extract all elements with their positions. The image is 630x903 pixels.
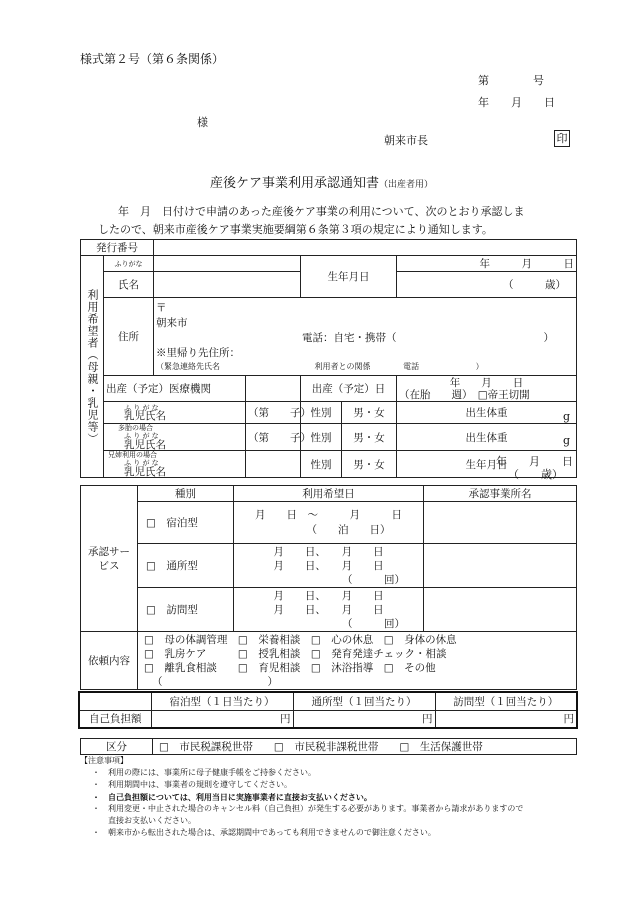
- document-title: 産後ケア事業利用承認通知書（出産者用）: [210, 176, 434, 191]
- form-number: 様式第２号（第６条関係）: [80, 52, 225, 66]
- request-options[interactable]: □ 母の体調管理 □ 栄養相談 □ 心の休息 □ 身体の休息 □ 乳房ケア □ 授乳相談 □ 発育発達チェック・相談 □ 離乳食相談 □ 育児相談 □ 沐浴指導 □ その他 （ ）: [138, 632, 577, 690]
- type-header: 種別: [138, 486, 234, 502]
- sex-value-2[interactable]: 男・女: [342, 424, 397, 451]
- applicant-section: 利用希望者（母親・乳児等）: [81, 256, 104, 478]
- sex-label-3: 性別: [301, 451, 342, 478]
- birth-weight-label-2: 出生体重: [397, 424, 577, 451]
- birth-institution-field[interactable]: [246, 376, 301, 402]
- furigana-label: ふりがな: [104, 256, 154, 272]
- service-table: [80, 485, 577, 690]
- visit-dates[interactable]: 月 日、 月 日 月 日、 月 日 （ 回）: [234, 588, 424, 632]
- sex-label: 性別: [301, 402, 342, 424]
- intro-line-2: したので、朝来市産後ケア事業実施要綱第６条第３項の規定により通知します。: [98, 223, 493, 236]
- birth-date-field[interactable]: 年 月 日 （在胎 週） □帝王切開: [397, 376, 577, 402]
- document-number: 第 号: [478, 74, 544, 87]
- weight-g-1: g: [563, 410, 571, 423]
- stay-provider[interactable]: [424, 502, 577, 544]
- name-label: 氏名: [104, 272, 154, 298]
- stay-dates[interactable]: 月 日 〜 月 日 （ 泊 日）: [234, 502, 424, 544]
- dob-label: 生年月日: [301, 256, 397, 298]
- fee-day-header: 通所型（１回当たり）: [293, 692, 435, 710]
- age-value[interactable]: （ 歳）: [397, 272, 577, 298]
- dob-value[interactable]: 年 月 日: [397, 256, 577, 272]
- sex-label-2: 性別: [301, 424, 342, 451]
- sibling-dob-value[interactable]: 年 月 日: [496, 455, 573, 468]
- fee-stay-yen[interactable]: 円: [151, 710, 293, 728]
- stay-type-checkbox[interactable]: □ 宿泊型: [138, 502, 234, 544]
- self-pay-label: 自己負担額: [79, 710, 151, 728]
- fee-stay-header: 宿泊型（１日当たり）: [151, 692, 293, 710]
- visit-type-checkbox[interactable]: □ 訪問型: [138, 588, 234, 632]
- infant-row-3: 兄姉利用の場合 ふ り が な 乳児氏名 性別 男・女 生年月日: [81, 451, 577, 478]
- issue-number-row: [81, 240, 577, 256]
- provider-header: 承認事業所名: [424, 486, 577, 502]
- sex-value-3[interactable]: 男・女: [342, 451, 397, 478]
- birth-weight-label: 出生体重: [397, 402, 577, 424]
- date-header: 利用希望日: [234, 486, 424, 502]
- fee-table: [78, 691, 578, 729]
- category-options[interactable]: □ 市民税課税世帯 □ 市民税非課税世帯 □ 生活保護世帯: [153, 739, 577, 755]
- issue-number-label: 発行番号: [81, 240, 154, 256]
- fee-visit-header: 訪問型（１回当たり）: [435, 692, 577, 710]
- furigana-field[interactable]: [154, 256, 301, 272]
- birth-date-label: 出産（予定）日: [301, 376, 397, 402]
- category-label: 区分: [81, 739, 153, 755]
- sex-value[interactable]: 男・女: [342, 402, 397, 424]
- notes: 【注意事項】 ・ 利用の際には、事業所に母子健康手帳をご持参ください。 ・ 利用期間中は、事業者の規則を遵守してください。 ・ 自己負担額については、利用当日に実施事業者に直接お支払いください。 ・ 利用変更・中止された場合のキャンセル料（自己負担）が発生する必要があります。事業者から請求がありますので 直接お支払いください。 ・ 朝来市から転出された場合は、承認期間中であっても利用できませんので御注意ください。: [80, 756, 524, 837]
- weight-g-2: g: [563, 434, 571, 447]
- visit-provider[interactable]: [424, 588, 577, 632]
- day-dates[interactable]: 月 日、 月 日 月 日、 月 日 （ 回）: [234, 544, 424, 588]
- name-field[interactable]: [154, 272, 301, 298]
- issuer-name: 朝来市長: [384, 134, 428, 147]
- infant-row-1: ふ り が な 乳児氏名 （第 子） 性別 男・女 出生体重: [81, 402, 577, 424]
- intro-line-1: 年 月 日付けで申請のあった産後ケア事業の利用について、次のとおり承認しま: [118, 205, 525, 218]
- fee-day-yen[interactable]: 円: [293, 710, 435, 728]
- seal-stamp: 印: [554, 130, 570, 147]
- fee-visit-yen[interactable]: 円: [435, 710, 577, 728]
- sibling-dob-label: 生年月日: [397, 451, 577, 478]
- day-type-checkbox[interactable]: □ 通所型: [138, 544, 234, 588]
- application-table: [80, 239, 577, 478]
- issue-number-value[interactable]: [154, 240, 577, 256]
- addressee-suffix: 様: [197, 116, 208, 129]
- sibling-age-value[interactable]: （ 歳）: [508, 468, 563, 481]
- approved-service-label: 承認サービス: [81, 486, 138, 632]
- issue-date: 年 月 日: [478, 96, 555, 109]
- day-provider[interactable]: [424, 544, 577, 588]
- address-label: 住所: [104, 298, 154, 376]
- infant-row-2: 多胎の場合 ふ り が な 乳児氏名 （第 子） 性別 男・女 出生体重: [81, 424, 577, 451]
- child-order-2[interactable]: （第 子）: [246, 424, 301, 451]
- request-label: 依頼内容: [81, 632, 138, 690]
- category-table: [80, 738, 577, 755]
- child-order[interactable]: （第 子）: [246, 402, 301, 424]
- address-field[interactable]: 〒 朝来市 電話：自宅・携帯（ ） ※里帰り先住所： （緊急連絡先氏名 利用者との関係 電話 ）: [154, 298, 577, 376]
- sibling-order[interactable]: [246, 451, 301, 478]
- birth-institution-label: 出産（予定）医療機関: [104, 376, 246, 402]
